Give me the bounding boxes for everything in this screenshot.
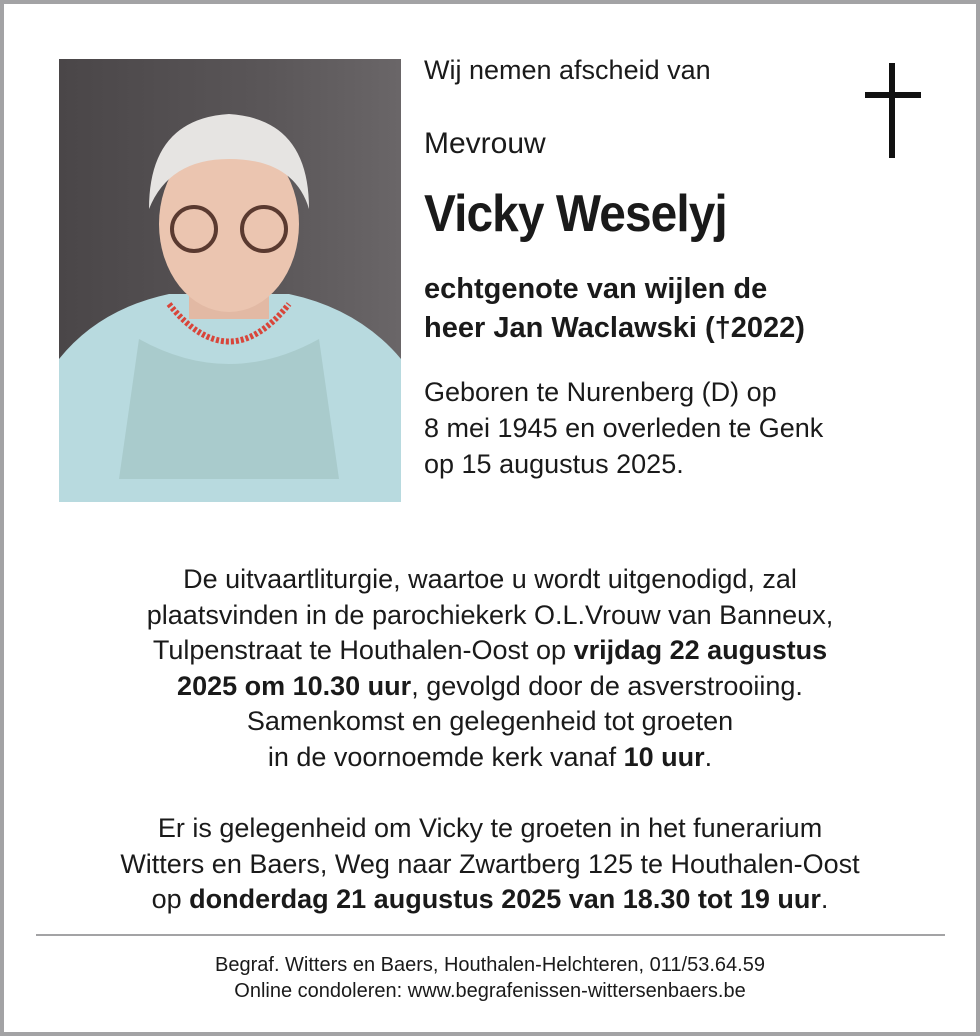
condolence-link[interactable]: Online condoleren: www.begrafenissen-wittersenbaers.be [234,980,746,1002]
visit-line: Er is gelegenheid om Vicky te groeten in het funerarium [157,813,823,843]
liturgy-line: De uitvaartliturgie, waartoe u wordt uitgenodigd, zal [183,564,797,594]
birth-line: op 15 augustus 2025. [424,449,684,479]
visit-line [0,882,980,918]
intro-text: Wij nemen afscheid van [424,55,711,85]
liturgy-line [0,740,980,776]
portrait-photo [59,59,401,502]
liturgy-line: plaatsvinden in de parochiekerk O.L.Vrouw van Banneux, [146,599,834,630]
text: Tulpenstraat te Houthalen-Oost op [152,635,574,665]
birth-death-info [424,374,944,482]
spouse-info [424,270,944,348]
birth-line: 8 mei 1945 en overleden te Genk [424,413,824,443]
liturgy-line [0,633,980,669]
text: . [820,884,829,914]
liturgy-date: vrijdag 22 augustus [573,635,828,665]
gathering-time: 10 uur [623,741,705,772]
text: op [151,884,190,914]
liturgy-paragraph [0,562,980,775]
honorific: Mevrouw [424,127,546,160]
visit-datetime: donderdag 21 augustus 2025 van 18.30 tot 19 uur [189,884,821,914]
text: , gevolgd door de asverstrooiing. [411,670,803,701]
deceased-info [424,52,944,482]
spouse-line: heer Jan Waclawski (†2022) [424,312,805,344]
footer [0,952,980,1004]
birth-line: Geboren te Nurenberg (D) op [424,377,777,407]
visit-line: Witters en Baers, Weg naar Zwartberg 125 te Houthalen-Oost [120,848,860,879]
spouse-line: echtgenote van wijlen de [424,273,768,305]
liturgy-line [0,669,980,705]
divider [36,934,945,936]
text: in de voornoemde kerk vanaf [267,741,624,772]
funeral-home-contact: Begraf. Witters en Baers, Houthalen-Helchteren, 011/53.64.59 [215,954,765,976]
visitation-paragraph [0,811,980,918]
deceased-name: Vicky Weselyj [424,185,727,243]
liturgy-time: 2025 om 10.30 uur [177,670,412,701]
text: . [704,741,713,772]
liturgy-line: Samenkomst en gelegenheid tot groeten [246,706,734,736]
